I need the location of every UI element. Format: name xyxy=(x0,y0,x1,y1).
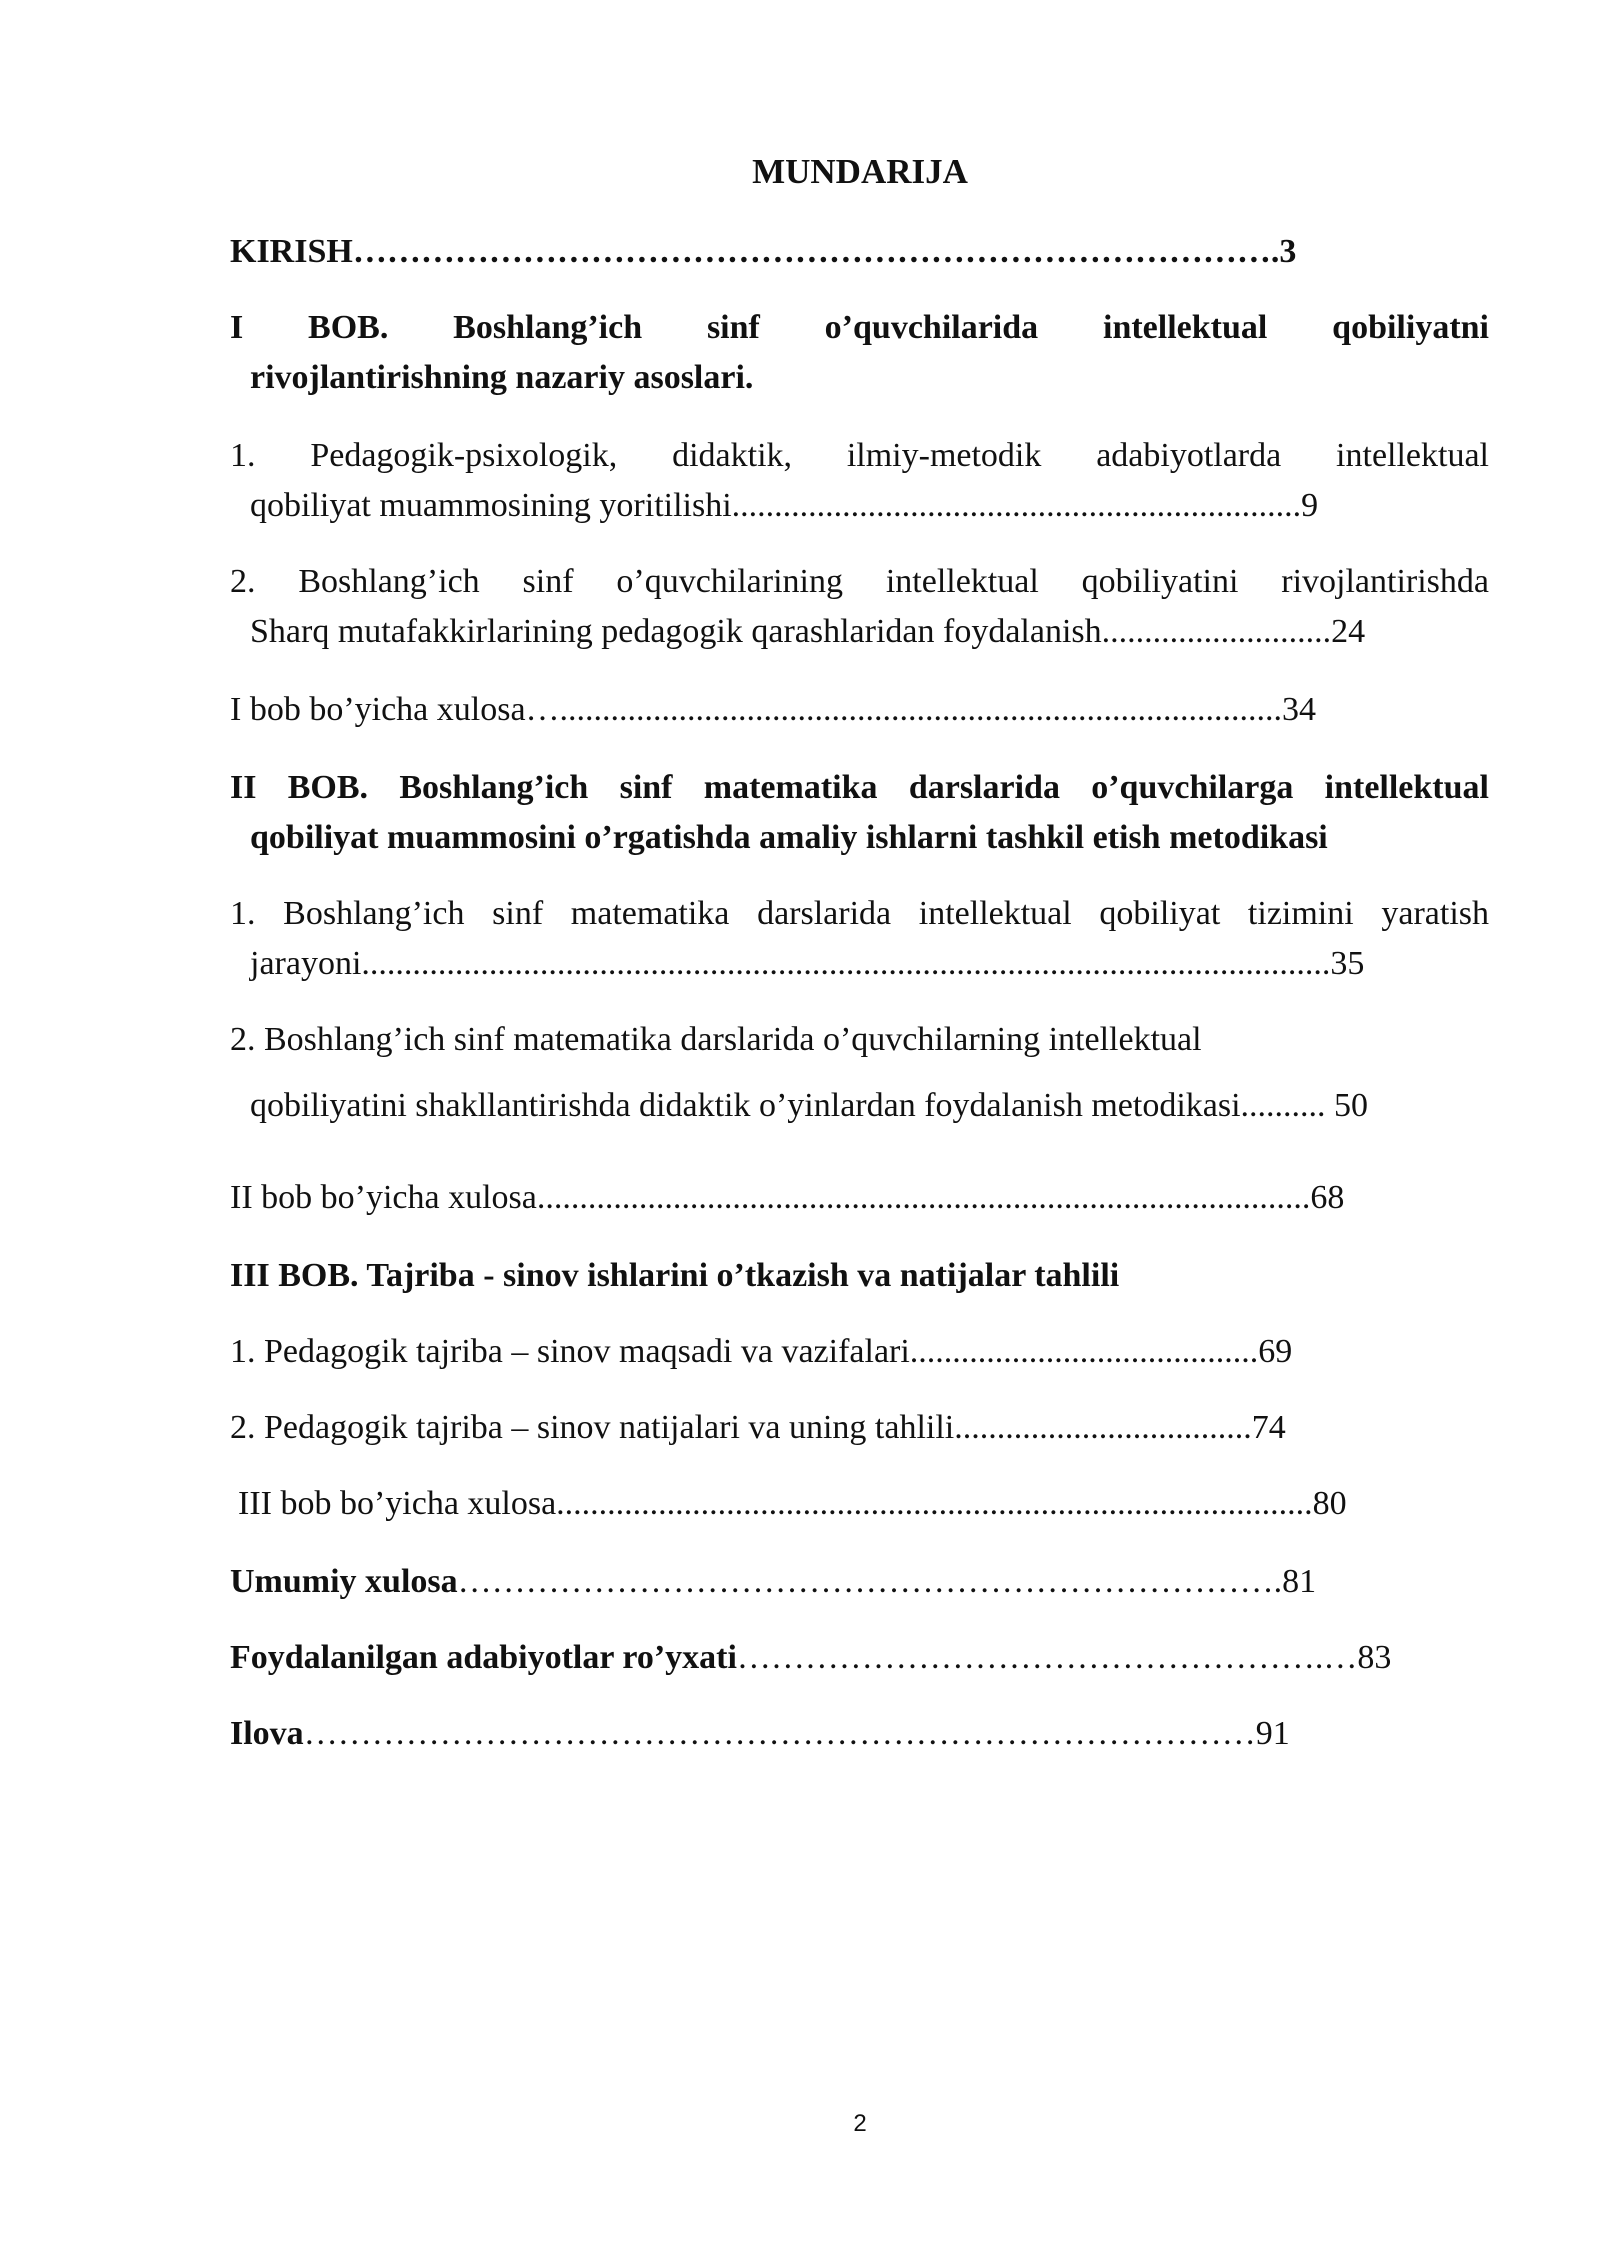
toc-section-2-1-line-2: jarayoni..................................................................................................................35 xyxy=(250,945,1365,982)
appendix-label: Ilova xyxy=(230,1715,304,1752)
page-title: MUNDARIJA xyxy=(752,152,968,191)
toc-section-3-2: 2. Pedagogik tajriba – sinov natijalari va uning tahlili...................................74 xyxy=(230,1409,1286,1446)
toc-section-2-2-line-1: 2. Boshlang’ich sinf matematika darslarida o’quvchilarning intellektual xyxy=(230,1021,1202,1058)
references-leader: …………………………………………….…83 xyxy=(736,1639,1392,1676)
toc-section-3-1: 1. Pedagogik tajriba – sinov maqsadi va vazifalari.........................................69 xyxy=(230,1333,1293,1370)
toc-entry-kirish: KIRISH……………………………………………………………………….3 xyxy=(230,233,1297,270)
general-conclusion-label: Umumiy xulosa xyxy=(230,1563,458,1600)
toc-section-1-1-line-2: qobiliyat muammosining yoritilishi...................................................................9 xyxy=(250,487,1319,524)
toc-chapter-1-conclusion: I bob bo’yicha xulosa….....................................................................................34 xyxy=(230,691,1317,728)
toc-chapter-3-conclusion: III bob bo’yicha xulosa.........................................................................................80 xyxy=(238,1485,1347,1522)
references-label: Foydalanilgan adabiyotlar ro’yxati xyxy=(230,1639,737,1676)
toc-section-1-2-line-2: Sharq mutafakkirlarining pedagogik qarashlaridan foydalanish...........................24 xyxy=(250,613,1366,650)
toc-section-1-1-line-1: 1. Pedagogik-psixologik, didaktik, ilmiy-metodik adabiyotlarda intellektual xyxy=(230,437,1489,474)
toc-entry-appendix xyxy=(230,1712,1290,1756)
toc-section-2-2-line-2: qobiliyatini shakllantirishda didaktik o’yinlardan foydalanish metodikasi.......... 50 xyxy=(250,1087,1369,1124)
appendix-leader: …………………………………………………………………………91 xyxy=(303,1715,1290,1752)
toc-chapter-2-conclusion: II bob bo’yicha xulosa...........................................................................................68 xyxy=(230,1179,1345,1216)
toc-entry-references xyxy=(230,1636,1391,1680)
toc-chapter-3: III BOB. Tajriba - sinov ishlarini o’tkazish va natijalar tahlili xyxy=(230,1257,1120,1294)
page-number: 2 xyxy=(853,2110,867,2137)
toc-chapter-1-line-2: rivojlantirishning nazariy asoslari. xyxy=(250,359,754,396)
toc-entry-general-conclusion xyxy=(230,1560,1316,1604)
toc-section-1-2-line-1: 2. Boshlang’ich sinf o’quvchilarining intellektual qobiliyatini rivojlantirishda xyxy=(230,563,1489,600)
toc-chapter-2-line-2: qobiliyat muammosini o’rgatishda amaliy ishlarni tashkil etish metodikasi xyxy=(250,819,1328,856)
general-conclusion-leader: ……………………………………………………………….81 xyxy=(457,1563,1317,1600)
toc-chapter-1-line-1: I BOB. Boshlang’ich sinf o’quvchilarida intellektual qobiliyatni xyxy=(230,309,1489,346)
toc-section-2-1-line-1: 1. Boshlang’ich sinf matematika darslarida intellektual qobiliyat tizimini yaratish xyxy=(230,895,1489,932)
toc-chapter-2-line-1: II BOB. Boshlang’ich sinf matematika darslarida o’quvchilarga intellektual xyxy=(230,769,1489,806)
